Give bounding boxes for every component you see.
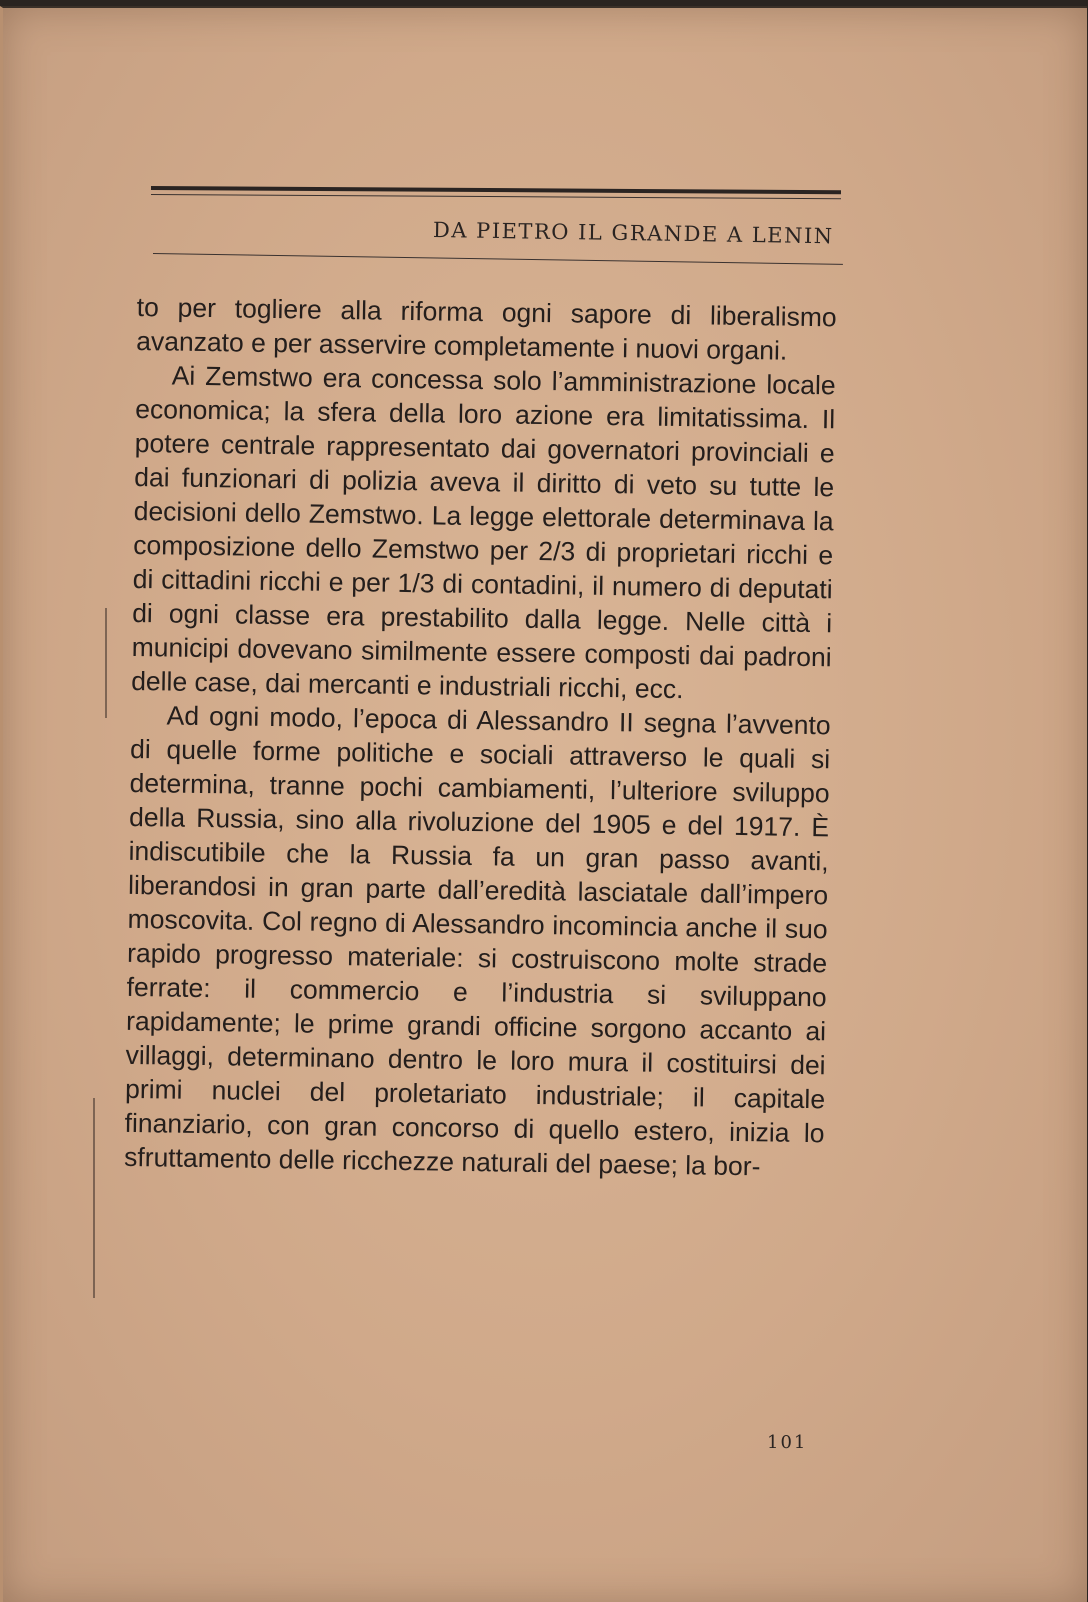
paragraph-1: to per togliere alla riforma ogni sapore di liberalismo avanzato e per asservire completamente i nuovi organi. xyxy=(136,291,837,366)
header-rule-thick xyxy=(151,186,841,194)
body-text xyxy=(124,290,837,1184)
paragraph-2: Ai Zemstwo era concessa solo l’amministrazione locale economica; la sfera della loro azione era limitatissima. Il potere centrale rappresentato dai governatori provinciali e dai funzionari di polizia aveva il diritto di veto su tutte le decisioni dello Zemstwo. La legge elettorale determinava la composizione dello Zemstwo per 2/3 di proprietari ricchi e di cittadini ricchi e per 1/3 di contadini, il numero di deputati di ogni classe era prestabilito dalla legge. Nelle città i municipi dovevano similmente essere composti dai padroni delle case, dai mercanti e industriali ricchi, ecc. xyxy=(130,360,836,705)
page-number: 101 xyxy=(767,1432,808,1453)
header-underline xyxy=(153,253,843,265)
running-head: DA PIETRO IL GRANDE A LENIN xyxy=(432,218,834,249)
pencil-margin-mark-upper xyxy=(105,608,107,718)
book-page xyxy=(0,6,1087,1602)
pencil-margin-mark-lower xyxy=(93,1098,95,1298)
header-rule-thin xyxy=(151,194,841,199)
paragraph-3: Ad ogni modo, l’epoca di Alessandro II segna l’avvento di quelle forme politiche e sociali attraverso le quali si determina, tranne pochi cambiamenti, l’ulteriore sviluppo della Russia, sino alla rivoluzione del 1905 e del 1917. È indiscutibile che la Russia fa un gran passo avanti, liberandosi in gran parte dall’eredità lasciatale dall’impero moscovita. Col regno di Alessandro incomincia anche il suo rapido progresso materiale: si costruiscono molte strade ferrate: il commercio e l’industria si sviluppano rapidamente; le prime grandi officine sorgono accanto ai villaggi, determinano dentro le loro mura il costituirsi dei primi nuclei del proletariato industriale; il capitale finanziario, con gran concorso di quello estero, inizia lo sfruttamento delle ricchezze naturali del paese; la bor- xyxy=(123,700,831,1182)
